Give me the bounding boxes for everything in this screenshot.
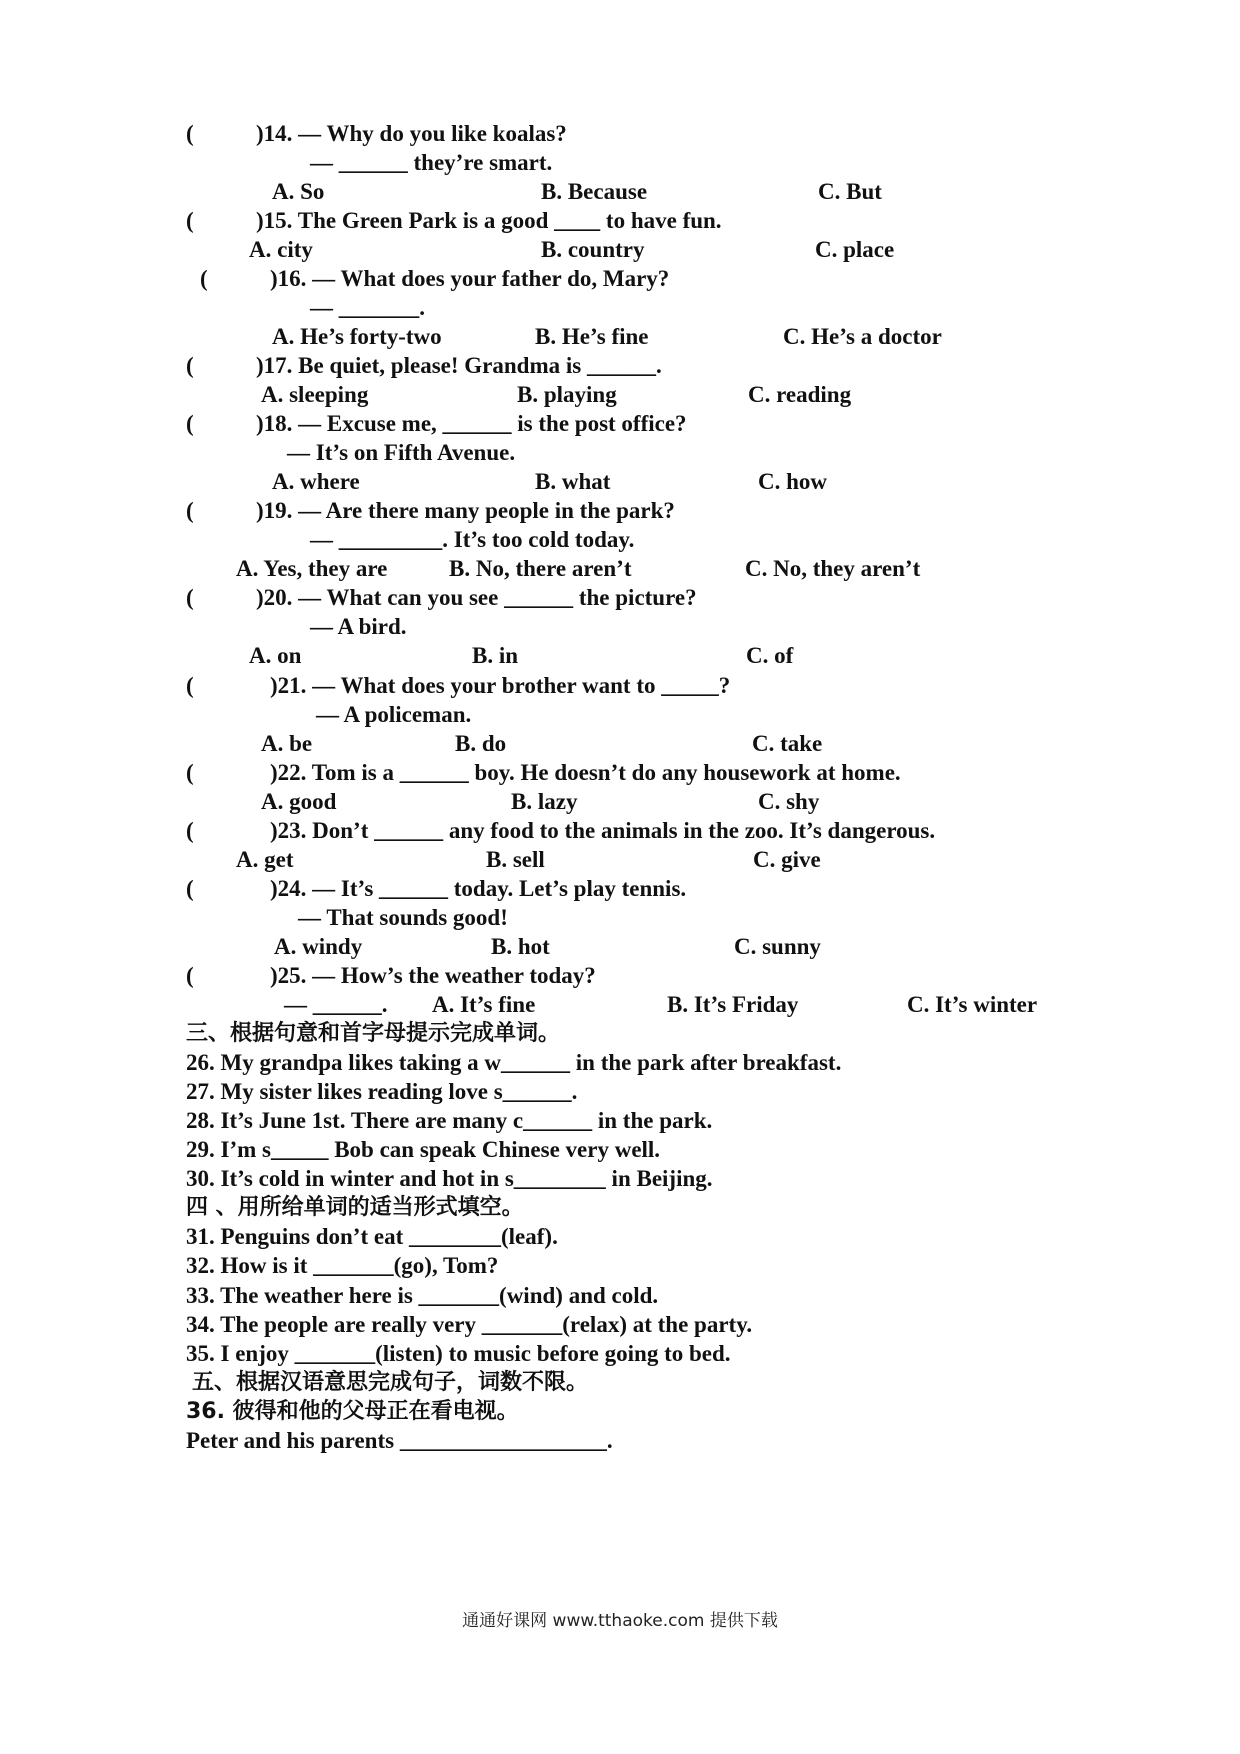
item-27: 27. My sister likes reading love s______. xyxy=(186,1079,578,1104)
q19-paren: ( xyxy=(186,498,194,523)
q14-paren: ( xyxy=(186,121,194,146)
q20-stem: )20. — What can you see ______ the picture? xyxy=(256,585,697,610)
section3-heading: 三、根据句意和首字母提示完成单词。 xyxy=(186,1021,561,1046)
q15-option-c: C. place xyxy=(815,237,895,262)
q16-option-a: A. He’s forty-two xyxy=(272,324,442,349)
q18-option-c: C. how xyxy=(758,469,828,494)
q22-option-a: A. good xyxy=(261,789,337,814)
item-34: 34. The people are really very _______(relax) at the party. xyxy=(186,1312,753,1337)
q14-option-b: B. Because xyxy=(541,179,648,204)
q21-option-a: A. be xyxy=(261,731,313,756)
q21-option-c: C. take xyxy=(752,731,823,756)
q14-option-c: C. But xyxy=(818,179,882,204)
item-30: 30. It’s cold in winter and hot in s________ in Beijing. xyxy=(186,1166,713,1191)
q22-paren: ( xyxy=(186,760,194,785)
item-29: 29. I’m s_____ Bob can speak Chinese very well. xyxy=(186,1137,661,1162)
item-35: 35. I enjoy _______(listen) to music before going to bed. xyxy=(186,1341,731,1366)
q18-reply: — It’s on Fifth Avenue. xyxy=(287,440,516,465)
q19-option-c: C. No, they aren’t xyxy=(745,556,921,581)
q18-option-a: A. where xyxy=(272,469,360,494)
q14-reply: — ______ they’re smart. xyxy=(310,150,553,175)
q21-stem: )21. — What does your brother want to _____? xyxy=(270,673,731,698)
item-36-chinese: 36. 彼得和他的父母正在看电视。 xyxy=(186,1399,519,1424)
q15-option-a: A. city xyxy=(249,237,313,262)
q20-option-c: C. of xyxy=(746,643,794,668)
q22-option-b: B. lazy xyxy=(511,789,578,814)
q16-reply: — _______. xyxy=(310,295,425,320)
q16-paren: ( xyxy=(200,266,208,291)
q24-option-b: B. hot xyxy=(491,934,550,959)
item-33: 33. The weather here is _______(wind) and cold. xyxy=(186,1283,659,1308)
q25-option-a: A. It’s fine xyxy=(432,992,536,1017)
q25-option-b: B. It’s Friday xyxy=(667,992,799,1017)
q15-stem: )15. The Green Park is a good ____ to have fun. xyxy=(256,208,722,233)
q17-option-a: A. sleeping xyxy=(261,382,369,407)
q18-stem: )18. — Excuse me, ______ is the post office? xyxy=(256,411,687,436)
q16-stem: )16. — What does your father do, Mary? xyxy=(270,266,670,291)
q23-option-c: C. give xyxy=(753,847,821,872)
q16-option-c: C. He’s a doctor xyxy=(783,324,942,349)
q21-paren: ( xyxy=(186,673,194,698)
q19-option-b: B. No, there aren’t xyxy=(449,556,632,581)
q24-stem: )24. — It’s ______ today. Let’s play tennis. xyxy=(270,876,687,901)
q16-option-b: B. He’s fine xyxy=(535,324,649,349)
q23-option-a: A. get xyxy=(236,847,294,872)
q24-option-c: C. sunny xyxy=(734,934,821,959)
item-32: 32. How is it _______(go), Tom? xyxy=(186,1253,499,1278)
q23-option-b: B. sell xyxy=(486,847,545,872)
q18-option-b: B. what xyxy=(535,469,611,494)
q18-paren: ( xyxy=(186,411,194,436)
q25-option-c: C. It’s winter xyxy=(907,992,1038,1017)
q25-paren: ( xyxy=(186,963,194,988)
q25-stem: )25. — How’s the weather today? xyxy=(270,963,596,988)
q24-option-a: A. windy xyxy=(274,934,363,959)
page-footer: 通通好课网 www.tthaoke.com 提供下载 xyxy=(462,1611,778,1631)
q22-stem: )22. Tom is a ______ boy. He doesn’t do any housework at home. xyxy=(270,760,901,785)
item-26: 26. My grandpa likes taking a w______ in the park after breakfast. xyxy=(186,1050,842,1075)
q17-stem: )17. Be quiet, please! Grandma is ______. xyxy=(256,353,662,378)
q14-option-a: A. So xyxy=(272,179,325,204)
q19-stem: )19. — Are there many people in the park? xyxy=(256,498,675,523)
q14-stem: )14. — Why do you like koalas? xyxy=(256,121,567,146)
item-31: 31. Penguins don’t eat ________(leaf). xyxy=(186,1224,558,1249)
q20-option-b: B. in xyxy=(472,643,519,668)
q19-option-a: A. Yes, they are xyxy=(236,556,388,581)
item-36-english: Peter and his parents __________________. xyxy=(186,1428,613,1453)
q21-reply: — A policeman. xyxy=(316,702,472,727)
q17-option-c: C. reading xyxy=(748,382,852,407)
q24-reply: — That sounds good! xyxy=(298,905,508,930)
q25-reply: — ______. xyxy=(284,992,388,1017)
section5-heading: 五、根据汉语意思完成句子，词数不限。 xyxy=(192,1370,589,1395)
q21-option-b: B. do xyxy=(455,731,507,756)
section4-heading: 四 、用所给单词的适当形式填空。 xyxy=(186,1195,524,1220)
q20-option-a: A. on xyxy=(249,643,302,668)
q22-option-c: C. shy xyxy=(758,789,820,814)
q15-paren: ( xyxy=(186,208,194,233)
q17-option-b: B. playing xyxy=(517,382,617,407)
q17-paren: ( xyxy=(186,353,194,378)
q19-reply: — _________. It’s too cold today. xyxy=(310,527,635,552)
item-28: 28. It’s June 1st. There are many c______ in the park. xyxy=(186,1108,713,1133)
q20-reply: — A bird. xyxy=(310,614,407,639)
q20-paren: ( xyxy=(186,585,194,610)
q23-paren: ( xyxy=(186,818,194,843)
q15-option-b: B. country xyxy=(541,237,645,262)
q23-stem: )23. Don’t ______ any food to the animals in the zoo. It’s dangerous. xyxy=(270,818,936,843)
q24-paren: ( xyxy=(186,876,194,901)
